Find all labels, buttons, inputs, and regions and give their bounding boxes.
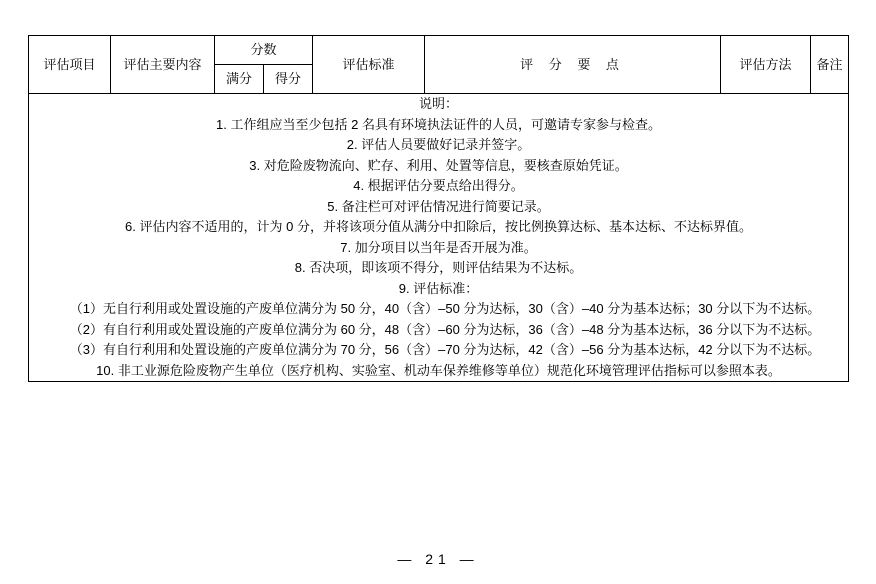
table-header-row-1 [29,36,849,65]
note-line: 6. 评估内容不适用的，计为 0 分，并将该项分值从满分中扣除后，按比例换算达标、基本达标、不达标界值。 [125,219,752,234]
notes-cell [29,94,849,382]
evaluation-table [28,35,849,382]
notes-title: 说明： [419,96,459,111]
note-sub-line: （3）有自行利用和处置设施的产废单位满分为 70 分，56（含）–70 分为达标，42（含）–56 分为基本达标，42 分以下为不达标。 [69,342,821,357]
header-score-full: 满分 [215,65,264,94]
header-criteria: 评估标准 [313,36,425,94]
header-score-got: 得分 [264,65,313,94]
header-method: 评估方法 [721,36,811,94]
page-number-text: — 21 — [397,551,479,567]
header-eval-item: 评估项目 [29,36,111,94]
evaluation-table-container [28,35,848,382]
note-line: 1. 工作组应当至少包括 2 名具有环境执法证件的人员，可邀请专家参与检查。 [216,116,661,132]
note-sub-line: （1）无自行利用或处置设施的产废单位满分为 50 分，40（含）–50 分为达标，30（含）–40 分为基本达标；30 分以下为不达标。 [69,301,821,316]
header-score-group: 分数 [215,36,313,65]
header-main-content: 评估主要内容 [111,36,215,94]
note-line: 7. 加分项目以当年是否开展为准。 [340,239,537,255]
note-line: 5. 备注栏可对评估情况进行简要记录。 [327,198,550,214]
note-line: 10. 非工业源危险废物产生单位（医疗机构、实验室、机动车保养维修等单位）规范化环境管理评估指标可以参照本表。 [96,362,781,378]
note-line: 9. 评估标准： [398,280,479,296]
table-notes-row [29,94,849,382]
header-remark: 备注 [811,36,849,94]
note-line: 3. 对危险废物流向、贮存、利用、处置等信息，要核查原始凭证。 [249,157,628,173]
note-line: 4. 根据评估分要点给出得分。 [353,178,524,193]
note-line: 2. 评估人员要做好记录并签字。 [346,137,531,152]
note-line: 8. 否决项，即该项不得分，则评估结果为不达标。 [294,260,583,275]
header-key-points: 评 分 要 点 [425,36,721,94]
page-number [0,551,876,567]
note-sub-line: （2）有自行利用或处置设施的产废单位满分为 60 分，48（含）–60 分为达标，36（含）–48 分为基本达标，36 分以下为不达标。 [69,321,821,337]
